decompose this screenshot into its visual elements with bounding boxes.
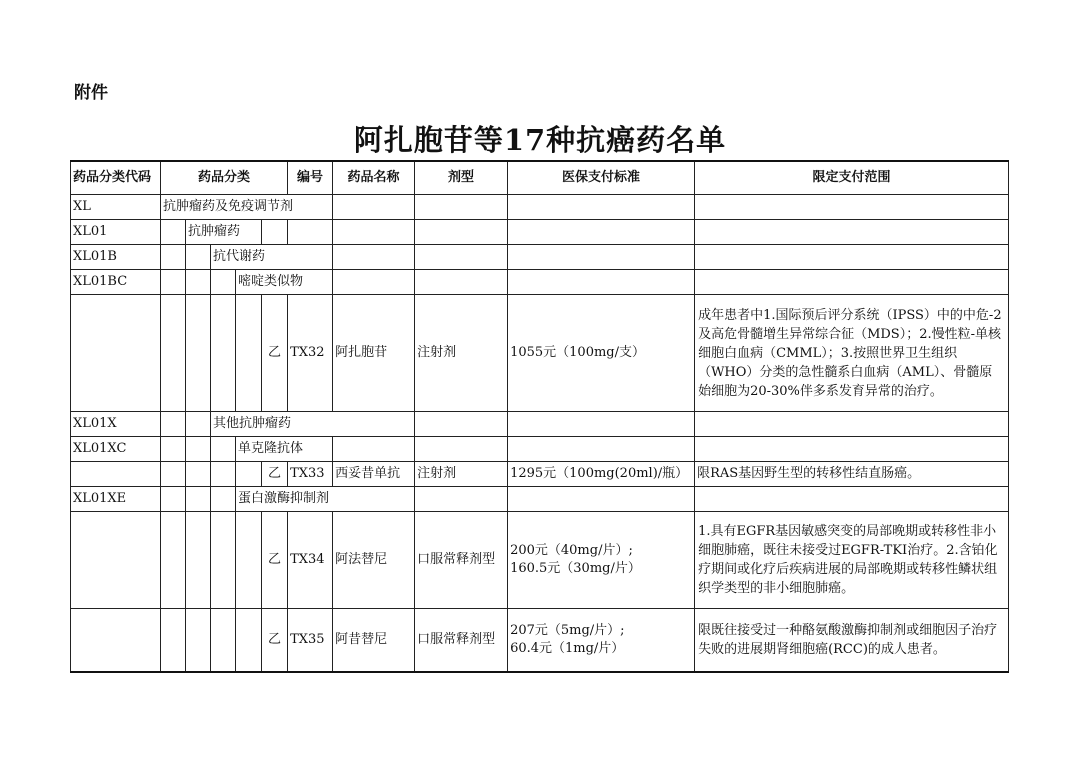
table-row xyxy=(71,487,1009,512)
row-category: 抗肿瘤药及免疫调节剂 xyxy=(161,195,333,220)
row-grade: 乙 xyxy=(262,609,288,673)
header-scope: 限定支付范围 xyxy=(695,161,1009,195)
row-code: XL01BC xyxy=(71,270,161,295)
header-category: 药品分类 xyxy=(161,161,288,195)
row-category: 其他抗肿瘤药 xyxy=(211,412,415,437)
row-standard: 1295元（100mg(20ml)/瓶） xyxy=(508,462,695,487)
row-category: 抗代谢药 xyxy=(211,245,333,270)
row-form: 注射剂 xyxy=(415,462,508,487)
row-form: 注射剂 xyxy=(415,295,508,412)
row-drug-name: 阿法替尼 xyxy=(333,512,415,609)
row-grade: 乙 xyxy=(262,462,288,487)
table-row xyxy=(71,220,1009,245)
standard-line: 200元（40mg/片）; xyxy=(510,543,633,558)
row-form: 口服常释剂型 xyxy=(415,512,508,609)
standard-line: 60.4元（1mg/片） xyxy=(510,641,625,656)
row-code: XL01XE xyxy=(71,487,161,512)
row-scope: 成年患者中1.国际预后评分系统（IPSS）中的中危-2及高危骨髓增生异常综合征（MDS）；2.慢性粒-单核细胞白血病（CMML）；3.按照世界卫生组织（WHO）分类的急性髓系白血病（AML）、骨髓原始细胞为20-30%伴多系发育异常的治疗。 xyxy=(695,295,1009,412)
row-scope: 限既往接受过一种酪氨酸激酶抑制剂或细胞因子治疗失败的进展期肾细胞癌(RCC)的成人患者。 xyxy=(695,609,1009,673)
table-row xyxy=(71,609,1009,673)
row-drug-name: 西妥昔单抗 xyxy=(333,462,415,487)
row-number: TX35 xyxy=(288,609,333,673)
drug-list-table xyxy=(70,160,1009,673)
row-code: XL01B xyxy=(71,245,161,270)
row-grade: 乙 xyxy=(262,512,288,609)
row-drug-name: 阿昔替尼 xyxy=(333,609,415,673)
header-code: 药品分类代码 xyxy=(71,161,161,195)
attachment-label: 附件 xyxy=(74,83,108,103)
row-category: 嘧啶类似物 xyxy=(236,270,333,295)
row-scope: 限RAS基因野生型的转移性结直肠癌。 xyxy=(695,462,1009,487)
row-code: XL01XC xyxy=(71,437,161,462)
row-code: XL xyxy=(71,195,161,220)
standard-line: 207元（5mg/片）; xyxy=(510,623,625,638)
header-standard: 医保支付标准 xyxy=(508,161,695,195)
document-title: 阿扎胞苷等17种抗癌药名单 xyxy=(353,123,727,157)
row-number: TX34 xyxy=(288,512,333,609)
table-row xyxy=(71,437,1009,462)
header-drug-name: 药品名称 xyxy=(333,161,415,195)
row-number: TX33 xyxy=(288,462,333,487)
table-row xyxy=(71,270,1009,295)
table-row xyxy=(71,245,1009,270)
header-number: 编号 xyxy=(288,161,333,195)
row-drug-name: 阿扎胞苷 xyxy=(333,295,415,412)
row-scope: 1.具有EGFR基因敏感突变的局部晚期或转移性非小细胞肺癌，既往未接受过EGFR-TKI治疗。2.含铂化疗期间或化疗后疾病进展的局部晚期或转移性鳞状组织学类型的非小细胞肺癌。 xyxy=(695,512,1009,609)
row-number: TX32 xyxy=(288,295,333,412)
row-standard xyxy=(508,609,695,673)
row-grade: 乙 xyxy=(262,295,288,412)
row-category: 蛋白激酶抑制剂 xyxy=(236,487,415,512)
header-form: 剂型 xyxy=(415,161,508,195)
row-code: XL01 xyxy=(71,220,161,245)
row-category: 单克隆抗体 xyxy=(236,437,333,462)
row-standard xyxy=(508,512,695,609)
row-form: 口服常释剂型 xyxy=(415,609,508,673)
row-code: XL01X xyxy=(71,412,161,437)
standard-line: 160.5元（30mg/片） xyxy=(510,561,641,576)
table-header-row xyxy=(71,161,1009,195)
table-row xyxy=(71,512,1009,609)
row-standard: 1055元（100mg/支） xyxy=(508,295,695,412)
row-category: 抗肿瘤药 xyxy=(186,220,262,245)
table-row xyxy=(71,412,1009,437)
table-row xyxy=(71,462,1009,487)
table-row xyxy=(71,195,1009,220)
table-row xyxy=(71,295,1009,412)
